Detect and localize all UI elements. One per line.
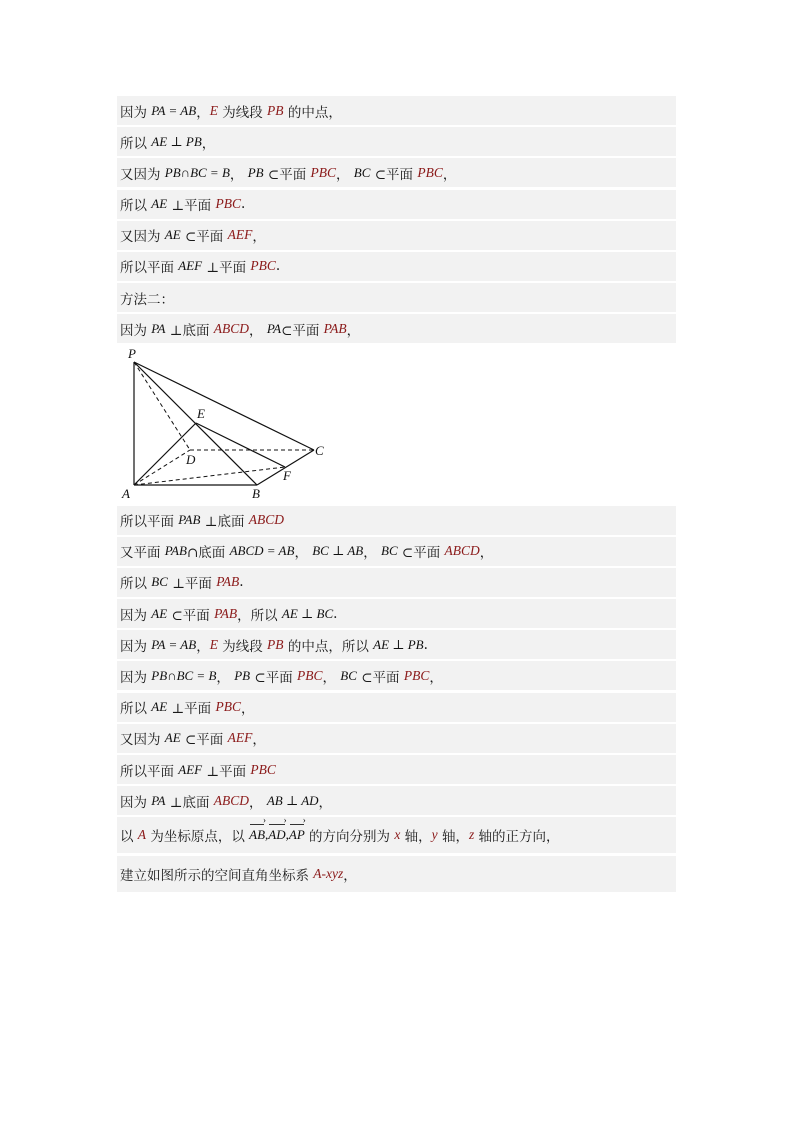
math-segment: PA [266,320,282,336]
math-segment: BC [381,543,398,559]
text-segment: ， [216,669,235,686]
text-segment: 因为 [120,322,152,339]
math-segment: x [394,827,401,843]
math-segment: PB [267,636,284,652]
text-segment: . [275,258,281,275]
text-line [117,630,676,659]
text-segment: . [423,636,428,653]
text-segment: ⊥平面 [202,763,251,780]
text-segment: ⊥底面 [200,514,249,530]
text-segment: ∩底面 [186,545,230,562]
text-segment: ， [322,669,341,686]
pyramid-diagram [120,346,326,501]
text-segment: ⊂平面 [356,669,404,686]
document-body [117,96,676,894]
math-segment: PBC [215,699,241,715]
text-segment: 的中点， [283,104,342,121]
math-segment: z [468,827,475,843]
label-D: D [186,451,196,467]
text-segment: . [239,574,244,591]
vector-term: AP › [289,827,305,843]
math-segment: PB∩BC = B [151,667,217,683]
text-line [117,127,676,156]
text-segment: ⊥平面 [167,701,216,718]
text-segment: ， [196,638,210,655]
label-P: P [128,345,136,361]
label-A: A [122,485,130,501]
text-segment: 方法二： [120,291,174,308]
text-line [117,96,676,125]
text-line [117,314,676,343]
math-segment: AE [164,730,181,746]
math-segment: ABCD [444,543,480,559]
pyramid-figure [117,346,676,504]
math-segment: ABCD [248,512,284,527]
math-segment: PAB [178,512,201,527]
math-segment: , [285,827,289,843]
math-segment: PAB [323,320,347,336]
text-segment: ， [229,166,248,183]
text-segment: 又因为 [120,166,165,183]
text-segment: ， [196,104,210,121]
text-segment: 建立如图所示的空间直角坐标系 [120,867,314,884]
math-segment: BC [340,667,357,683]
text-segment: 因为 [120,669,152,686]
text-line [117,786,676,815]
text-segment: 所以 [120,198,152,215]
text-segment: ⊂平面 [281,322,324,339]
text-segment: ⊥平面 [167,576,217,593]
math-segment: ABCD [213,320,250,336]
text-segment: ⊥底面 [165,322,214,339]
math-segment: PBC [250,258,276,274]
text-segment: 所以平面 [120,763,179,780]
math-segment: PB [247,164,264,180]
text-segment: 所以 [120,135,152,152]
math-segment: AE [151,605,168,621]
text-segment: 因为 [120,638,152,655]
math-segment: PA [151,792,166,808]
text-segment: 轴， [437,829,469,846]
text-segment: 因为 [120,104,152,121]
text-segment: ⊂平面 [167,607,215,624]
math-segment: ABCD = AB [229,543,295,559]
text-line [117,724,676,753]
text-segment: 因为 [120,607,152,624]
math-segment: PA = AB [151,102,197,118]
math-segment: E [209,636,218,652]
text-segment: . [333,605,338,622]
text-line [117,755,676,784]
math-segment: BC [353,164,371,180]
text-line [117,856,676,892]
math-segment: PA = AB [151,636,197,652]
math-segment: AEF [178,761,203,777]
math-segment: AEF [227,730,253,746]
text-segment: 又因为 [120,732,165,749]
text-segment: 所以平面 [120,260,179,277]
math-segment: A [137,827,147,843]
math-segment: PBC [310,164,336,180]
math-segment: AE ⊥ PB [151,133,202,149]
text-segment: 轴， [400,829,432,846]
label-C: C [315,442,324,458]
math-segment: AEF [227,227,253,243]
math-segment: E [209,102,218,118]
label-E: E [197,405,205,421]
math-segment: AE [151,196,168,212]
text-segment: 为坐标原点，以 [146,829,250,846]
math-segment: PBC [403,667,430,683]
text-segment: ， [479,545,494,562]
text-segment: ， [363,545,382,562]
math-segment: PB [234,667,251,683]
text-segment: 为线段 [217,104,268,121]
text-segment: 以 [120,829,138,846]
text-line [117,158,676,187]
text-segment: ⊂平面 [180,732,228,749]
math-segment: AEF [178,258,203,274]
math-segment: A-xyz [313,865,344,881]
text-line [117,506,676,535]
text-line [117,693,676,722]
text-segment: ， [201,135,216,152]
math-segment: PB∩BC = B [164,164,230,180]
text-segment: 的方向分别为 [304,829,395,846]
text-segment: ， [252,732,266,749]
text-segment: ⊥平面 [202,260,251,277]
math-segment: PAB [164,543,187,559]
text-segment: 又平面 [120,545,165,562]
text-segment: ⊥平面 [167,198,216,215]
text-line [117,661,676,690]
math-segment: ABCD [213,792,250,808]
math-segment: , [265,827,269,843]
math-segment: PBC [417,164,443,180]
math-segment: PAB [216,574,240,590]
text-segment: ⊂平面 [180,229,228,246]
math-segment: AE ⊥ BC [281,605,334,621]
text-line [117,221,676,250]
text-segment: ⊂平面 [370,166,418,183]
text-segment: ， [249,322,267,339]
vector-term: AD › [268,827,285,843]
text-segment: 的中点，所以 [283,638,374,655]
text-line [117,252,676,281]
text-segment: 为线段 [217,638,268,655]
math-segment: PA [151,320,166,336]
math-segment: AE [151,699,168,715]
vector-term: AB › [249,827,265,843]
label-F: F [283,467,291,483]
math-segment: PBC [215,196,241,212]
text-line [117,817,676,853]
text-segment: 轴的正方向， [474,829,560,846]
text-segment: 因为 [120,794,152,811]
text-line [117,568,676,597]
math-segment: PAB [214,605,238,621]
text-segment: ⊂平面 [397,545,445,562]
text-segment: ， [249,794,267,811]
text-segment: 所以平面 [120,514,179,530]
text-line [117,599,676,628]
text-line [117,190,676,219]
math-segment: PB [267,102,284,118]
text-segment: ， [336,166,354,183]
text-segment: ， [294,545,313,562]
text-segment: 所以 [120,701,152,718]
text-line [117,537,676,566]
text-segment: ，所以 [237,607,282,624]
math-segment: BC ⊥ AB [312,543,364,559]
math-segment: PBC [297,667,323,683]
math-segment: AE ⊥ PB [373,636,424,652]
text-segment: ， [252,229,266,246]
text-segment: ， [442,166,457,183]
math-segment: y [431,827,438,843]
text-segment: 所以 [120,576,152,593]
label-B: B [252,485,260,501]
text-line [117,283,676,312]
text-segment: ， [346,322,361,339]
math-segment: BC [151,574,168,590]
text-segment: . [240,196,246,213]
text-segment: ， [343,867,357,884]
text-segment: ⊥底面 [165,794,214,811]
text-segment: ⊂平面 [250,669,297,686]
math-segment: AB ⊥ AD [266,792,319,808]
text-segment: ， [429,669,443,686]
math-segment: AE [164,227,181,243]
text-segment: 又因为 [120,229,165,246]
text-segment: ， [318,794,333,811]
text-segment: ， [240,701,255,718]
math-segment: PBC [250,761,276,777]
text-segment: ⊂平面 [263,166,311,183]
